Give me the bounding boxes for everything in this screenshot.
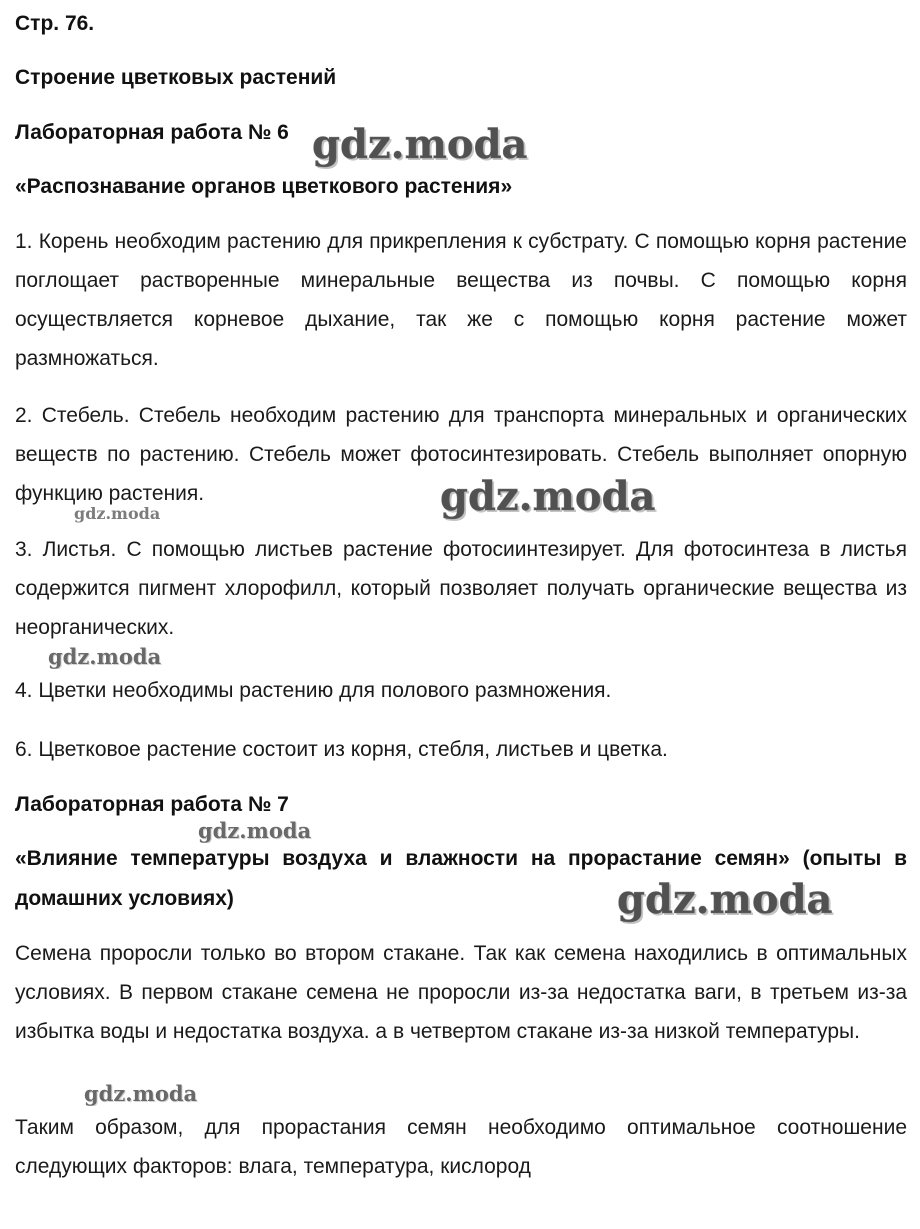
lab6-item-6: 6. Цветковое растение состоит из корня, стебля, листьев и цветка. [15,738,668,761]
page-label: Стр. 76. [15,12,95,35]
lab7-paragraph-2: Таким образом, для прорастания семян необходимо оптимальное соотношение следующих факторов: влага, температура, кислород [15,1116,907,1178]
watermark-logo: gdz.moda [198,818,312,843]
watermark-logo: gdz.moda [312,121,528,168]
lab6-subtitle: «Распознавание органов цветкового растения» [15,175,513,198]
lab7-subtitle: «Влияние температуры воздуха и влажности на прорастание семян» (опыты в домашних условиях) [15,847,907,910]
lab7-title: Лабораторная работа № 7 [15,793,289,816]
lab6-item-3: 3. Листья. С помощью листьев растение фотосиинтезирует. Для фотосинтеза в листья содержится пигмент хлорофилл, который позволяет получать органические вещества из неорганических. [15,538,907,639]
lab6-title: Лабораторная работа № 6 [15,121,289,144]
watermark-logo: gdz.moda [74,504,161,523]
watermark-logo: gdz.moda [84,1081,198,1106]
watermark-logo: gdz.moda [617,876,833,923]
watermark-logo: gdz.moda [48,644,162,669]
lab6-item-2: 2. Стебель. Стебель необходим растению для транспорта минеральных и органических веществ по растению. Стебель может фотосинтезировать. Стебель выполняет опорную функцию растения. [15,404,907,505]
lab7-paragraph-1: Семена проросли только во втором стакане. Так как семена находились в оптимальных условиях. В первом стакане семена не проросли из-за недостатка ваги, в третьем из-за избытка воды и недостатка воздуха. а в четвертом стакане из-за низкой температуры. [15,942,907,1043]
watermark-logo: gdz.moda [440,473,656,520]
lab6-item-4: 4. Цветки необходимы растению для полового размножения. [15,679,612,702]
lab6-item-1: 1. Корень необходим растению для прикрепления к субстрату. С помощью корня растение поглощает растворенные минеральные вещества из почвы. С помощью корня осуществляется корневое дыхание, так же с помощью корня растение может размножаться. [15,230,907,370]
section-title: Строение цветковых растений [15,66,337,89]
